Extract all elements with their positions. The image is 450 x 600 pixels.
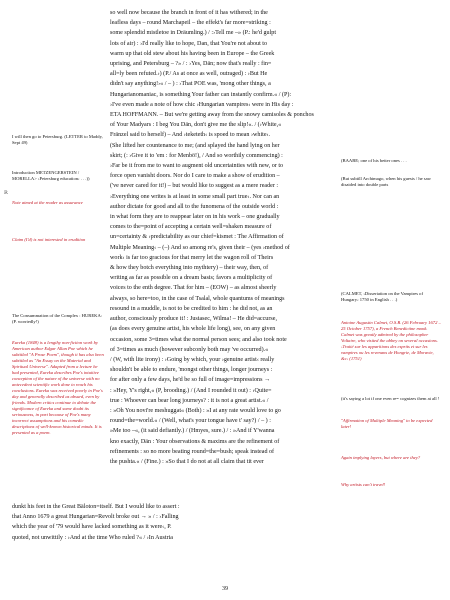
- right-margin-note: Antoine Augustin Calmet, O.S.B. (26 February 1672 – 25 October 1757), a French Benedictine monk. Calmet was greatly admired by the philosopher Voltaire, who visited the abbey on several occasions. ›Traité sur les apparitions des esprits et sur les vampires ou les revenans de Hongrie, de Moravie, &c‹ (1751): [341, 320, 441, 361]
- main-text-line: ›Everything one writes is at least in some small part true‹. Nor can an: [110, 193, 280, 200]
- main-text-line: uprising, and Petersburg – ?» / : ›Yes, Dän; now that's really : fin=: [110, 61, 272, 68]
- left-margin-note: Claim (I'd) is not interested in erudition: [12, 237, 86, 242]
- main-text-line: some splendid mistletoe in Dräumling.) / :›Tell me –» (P.: he'd gulpt: [110, 30, 277, 37]
- main-text-line: voices to the enth degree. That for him – (EOW) – as almost sheerly: [110, 285, 277, 292]
- right-margin-note: "Affirmation of Multiple Meaning" to be expected later!: [341, 418, 433, 429]
- main-text-line: ('ve never cared for it!) – but would like to suggest as a mere reader :: [110, 183, 279, 190]
- main-text-line: warm up that old stew about his having been in Europe – the Greek: [110, 50, 275, 57]
- main-text-line: refinements : so no more beating round=the=bush; speak instead of: [110, 448, 275, 455]
- left-margin-note: Introduction METZENGERSTEIN / MORELLA> ›Petersburg education‹ . . .)): [12, 170, 90, 181]
- main-text-line: all=ly been refuted.›) (P./ As at once as well, outraged) : ›But He: [110, 71, 268, 78]
- main-text-line: un=certainty & ›predictability as our chief=kismet : The Affirmation of: [110, 234, 284, 241]
- main-text-line: ETA HOFFMANN. – But we're getting away from the snowy camisoles & ponchos: [110, 112, 314, 119]
- bottom-text-line: quoted, not unwittily : ›And at the time Who ruled ?« / ›In Austria: [12, 534, 174, 541]
- main-text-line: didn't say anything!›« / – ) : ›That POE was, 'mong other things, a: [110, 81, 271, 88]
- bottom-text-block: [12, 502, 335, 543]
- right-margin-note: Again implying layers, but where are they?: [341, 455, 421, 460]
- left-margin-note: Eureka (1848) is a lengthy non-fiction work by American author Edgar Allan Poe which he subtitled "A Prose Poem", though it has also been subtitled as "An Essay on the Material and Spiritual Universe". Adapted from a lecture he had presented, Eureka describes Poe's intuitive conception of the nature of the universe with no antecedent scientific work done to reach his conclusions. Eureka was received poorly in Poe's day and generally described as absurd, even by friends. Modern critics continue to debate the significance of Eureka and some doubt its seriousness, in part because of Poe's many incorrect assumptions and his comedic descriptions of well-known historical minds. It is presented as a poem.: [12, 340, 104, 435]
- main-text-column: [110, 8, 335, 467]
- main-text-line: Multiple Meaning‹ – (–) And so among re's, given their – (yes ›method of: [110, 244, 290, 251]
- main-text-line: occasion, some 3=times what the normal person sees; and also took note: [110, 336, 287, 343]
- main-text-line: kno exactly, Dän : Your observations & maxims are the refinement of: [110, 438, 280, 445]
- main-text-line: Fränzel said to herself) – And ›teketeth‹ is spoed to mean ›white‹.: [110, 132, 271, 139]
- main-text-line: resound in a muddle, is not to be credited to him : he did not, as an: [110, 305, 273, 312]
- main-text-line: Hungarianomaniac, is something Your father can instantly confirm.« / (P):: [110, 91, 292, 98]
- main-text-line: true : Whoever can bear long journeys? : it is not a great artist.« /: [110, 397, 269, 404]
- left-margin-note: I will then go to Petersburg. (LETTER to Maddy, Sept 49): [12, 134, 103, 145]
- main-text-line: leafless days – round Marchapeil – the effekt's far more=striking :: [110, 20, 271, 27]
- main-text-line: author dictate for good and all to the funomena of the outside world :: [110, 203, 279, 210]
- right-margin-note: (it's saying a lot if one even re= cognizes them at all !: [341, 396, 440, 401]
- left-margin-note: The Consummation of the Complex : HUREKA: (P. worriedly!): [12, 313, 103, 324]
- main-text-line: the pushta.« / (Fine.) : »So that I do not at all claim that tit ever: [110, 458, 264, 465]
- main-text-line: & how they botch everything into mythtery) – their way, then, of: [110, 265, 269, 272]
- main-text-line: so well now because the branch in front of it has withered; in the: [110, 10, 268, 16]
- main-text-line: author, consciously produce it! : Justasec, Wilma! – He did=accurse,: [110, 316, 277, 323]
- main-text-line: writing as far as possible on a dream basis; favors a multiplicity of: [110, 275, 273, 282]
- main-text-line: of 3=times as much (however subconly both may 've occurred).«: [110, 346, 269, 353]
- main-text-line: for after only a few days, he'd be so full of image=impressions →: [110, 377, 271, 384]
- main-text-line: ›Far be it from me to want to augment old uncertainties with new, or to: [110, 163, 284, 170]
- main-text-line: skirt; (: ›Give it to 'em : for Menbö!), / And so worthily commencing) :: [110, 152, 283, 159]
- right-margin-note: (But subtill Archimago, when his guests / he saw disaided into double parts: [341, 176, 431, 187]
- right-margin-note: (CALMET, ›Dissertation on the Vampires of Hungary‹ 1750 in English . . .): [341, 291, 423, 302]
- main-text-line: »Me too –«, (it said defiantly.) / (Hmyes, sure.) / : »And if Y'wanna: [110, 428, 275, 435]
- page-number: 39: [222, 586, 228, 592]
- main-text-line: work‹ is far too gracious for that merry let the wagon roll of Theirs: [110, 254, 274, 261]
- main-text-line: / (W, with lite irony) : ›Going by which, your ›genuine artist‹ really: [110, 356, 275, 363]
- main-text-line: force open vanisht doors. Nor do I care to make a show of erudition –: [110, 173, 280, 180]
- main-text-line: in what form they are to reappear later on in his work – one gradually: [110, 214, 280, 221]
- bottom-text-line: dunkt his feet in the Great Bäloton=itself. But I would like to assert :: [12, 504, 180, 510]
- left-margin-note: Note aimed at the reader as assurance: [12, 200, 83, 205]
- main-text-line: : »Oh You novi're meshuggat« (Both) : »I at any rate would love to go: [110, 407, 281, 414]
- right-margin-note: (BAABE; one of his better ones . . .: [341, 158, 407, 163]
- right-margin-note: Why artists can't travel!: [341, 482, 386, 487]
- main-text-line: ›I've even made a note of how chic ›Hungarian vampires‹ were in His day :: [110, 101, 294, 108]
- main-text-line: comes to the=point of accepting a certain well=shaken measure of: [110, 224, 272, 231]
- main-text-line: shouldn't be able to endure, 'mongst other things, longer journeys :: [110, 367, 273, 374]
- main-text-line: always, so here=too, in the case of Tsalal, whole quantums of meanings: [110, 295, 285, 302]
- side-margin-mark: R: [4, 190, 8, 196]
- main-text-line: lots of air) : ›I'd really like to hope, Dan, that You're not about to: [110, 40, 268, 47]
- main-text-line: : »Hey, Y's right,« (P, brooding.) / (And I rounded it out) : ›Quite=: [110, 387, 272, 394]
- main-text-line: round=the=world.« / (Well, what's your tongue have t' say?) / – ) :: [110, 418, 271, 425]
- main-text-line: of Your Madyars : I beg You Dän, don't give me the slip!«. / (›White,«: [110, 122, 282, 129]
- main-text-line: (as does every genuine artist, his whole life long), see, on any given: [110, 326, 276, 333]
- main-text-line: (She lifted her countenance to me; (and splayed the hand lying on her: [110, 142, 280, 149]
- bottom-text-line: which the year of '79 would have lacked something as it were‹, P.: [12, 524, 172, 531]
- bottom-text-line: that Anno 1679 a great Hungarian=Revolt broke out → » / : ›Falling: [12, 514, 179, 521]
